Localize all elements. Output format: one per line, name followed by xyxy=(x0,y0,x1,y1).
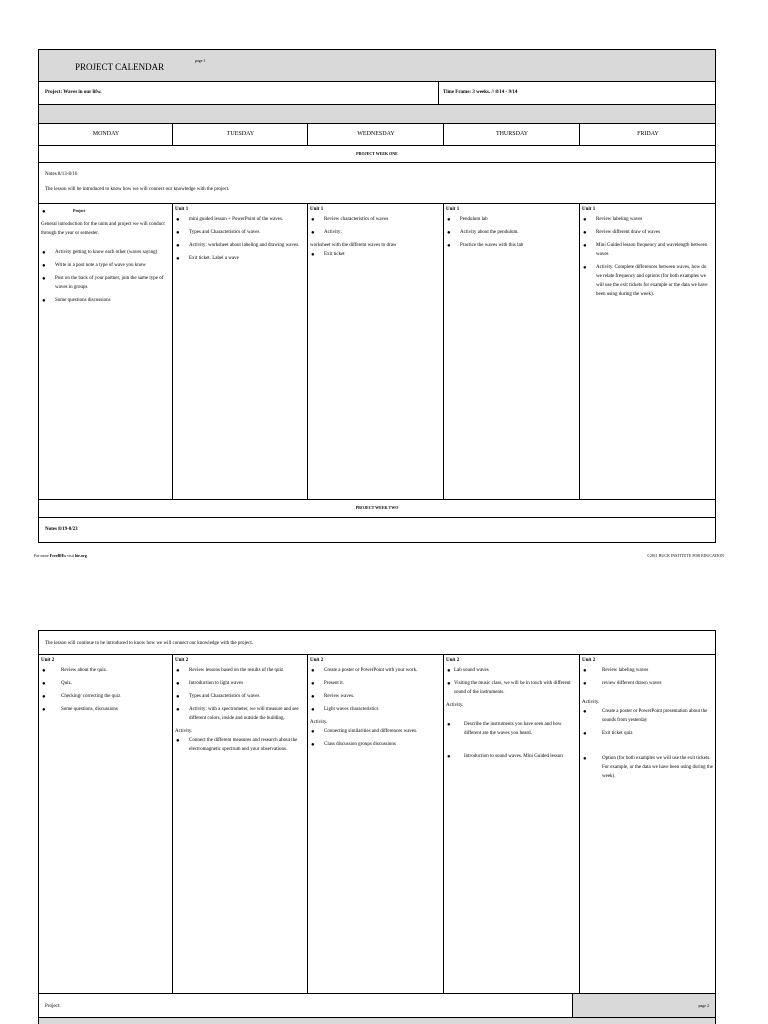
unit-label: Unit 2 xyxy=(446,658,460,663)
week-one-bar xyxy=(38,146,716,163)
list-item: ● Activity: xyxy=(310,228,441,237)
activity-label: Activity. xyxy=(446,703,464,708)
week1-friday-cell xyxy=(579,204,716,500)
unit-label: Unit 1 xyxy=(310,207,324,212)
list-item: ● Types and Characteristics of waves xyxy=(175,692,305,701)
activity-label: Activity. xyxy=(310,720,328,725)
week1-wednesday-cell xyxy=(307,204,444,500)
unit-label: Unit 1 xyxy=(446,207,460,212)
notes-date: Notes 8/19-8/23 xyxy=(45,527,78,532)
list-item: ● Activity: with a spectrometer, we will measure and see different colors, inside and outside the building. xyxy=(175,705,305,723)
day-monday: MONDAY xyxy=(92,131,120,137)
footer-link[interactable]: bie.org xyxy=(74,553,87,558)
project-name: Project: Waves in our lifw. xyxy=(45,90,102,95)
unit-label: Unit 2 xyxy=(175,658,189,663)
list-item: ● Lab sound waves xyxy=(446,666,577,675)
list-item: ● Introduction to sound waves. Mini Guided lesson xyxy=(446,752,577,761)
list-item: ● Create a poster or PowerPoint with your work. xyxy=(310,666,441,675)
list-item: ● Review labeling waves xyxy=(582,666,713,675)
page2-intro-row xyxy=(38,630,716,655)
unit-label: Unit 1 xyxy=(582,207,596,212)
week1-tuesday-cell xyxy=(172,204,308,500)
week-two-label: PROJECT WEEK TWO xyxy=(355,505,399,510)
list-item: ● Create a poster or PowerPoint presentation about the sounds from yesterday xyxy=(582,707,713,725)
list-item: ● Present it. xyxy=(310,679,441,688)
list-item: ● Review labeling waves xyxy=(582,215,713,224)
week2-friday-cell xyxy=(579,655,716,994)
page1-title-bar xyxy=(38,49,716,82)
week-one-label: PROJECT WEEK ONE xyxy=(356,151,398,156)
list-item: ● review different drawn waves xyxy=(582,679,713,688)
week2-wednesday-cell xyxy=(307,655,444,994)
week2-monday-cell xyxy=(38,655,173,994)
list-item: ● Review waves. xyxy=(310,692,441,701)
notes-intro: The lesson will continue to be introduced to know how we will connect our knowledge with the project. xyxy=(45,641,254,646)
list-item: ● Describe the instruments you have seen and how different are the waves you heard. xyxy=(446,720,577,738)
list-item: ● Checking/ correcting the quiz xyxy=(41,692,170,701)
page-number: page 2 xyxy=(698,1003,709,1008)
page2-page-box xyxy=(572,993,716,1018)
list-item: ● Light waves characteristics xyxy=(310,705,441,714)
list-item: ● Mini Guided lesson frequency and wavelength between waves xyxy=(582,241,713,259)
notes-week-two xyxy=(38,518,716,543)
days-header xyxy=(38,124,716,146)
list-item: ● Connecting similarities and differences waves. xyxy=(310,727,441,736)
day-wednesday: WEDNESDAY xyxy=(357,131,395,137)
list-item: ● Review characteristics of waves xyxy=(310,215,441,224)
list-item: ● Review lessons based on the results of the quiz xyxy=(175,666,305,675)
week2-thursday-cell xyxy=(443,655,580,994)
list-item: ● Some questions discussions xyxy=(41,296,170,305)
day-friday: FRIDAY xyxy=(637,131,659,137)
project-row xyxy=(38,82,716,105)
list-item: ● Option (for both examples we will use the exit tickets. For example, or the data we have been using during the week). xyxy=(582,754,713,781)
footer-left: For more FreeBIEs visit bie.org xyxy=(34,553,87,558)
notes-date: Notes 8/13-8/16 xyxy=(45,172,78,177)
week-two-bar xyxy=(38,500,716,518)
list-item: ● Post on the back of your partner, join the same type of waves in groups xyxy=(41,274,170,292)
list-item: ● Activity getting to know each other (waves saying) xyxy=(41,248,170,257)
monday-intro: General introduction for the units and project we will conduct through the year or semester. xyxy=(41,222,165,236)
list-item: ● Class discussion groups discussions xyxy=(310,740,441,749)
list-item: ● Review about the quiz. xyxy=(41,666,170,675)
list-item: ● Some questions, discussions xyxy=(41,705,170,714)
page2-bottom-bar xyxy=(38,1017,716,1024)
unit-label: Unit 2 xyxy=(582,658,596,663)
list-item: ● mini guided lesson + PowerPoint of the waves. xyxy=(175,215,305,224)
list-item: ● Practice the waves with this lab xyxy=(446,241,577,250)
notes-intro: The lesson will be introduced to know how we will connect our knowledge with the project. xyxy=(45,187,230,192)
unit-label: Unit 2 xyxy=(41,658,55,663)
list-item: ● Connect the different measures and research about the electromagnetic spectrum and your observations. xyxy=(175,736,305,754)
page2-project-row xyxy=(38,993,573,1018)
list-item: ● Write in a post note a type of wave you know xyxy=(41,261,170,270)
list-item: ● Exit ticket quiz xyxy=(582,729,713,738)
list-item: ● Activity. Complete differences between waves, how do we relate frequency and options (for both examples we will use the exit tickets for example or the data we have been using during the week). xyxy=(582,263,713,299)
list-item: ● Types and Characteristics of waves xyxy=(175,228,305,237)
activity-label: Activity. xyxy=(582,700,600,705)
list-item: ● Activity about the pendulum. xyxy=(446,228,577,237)
list-item: ● Pendulum lab xyxy=(446,215,577,224)
notes-week-one xyxy=(38,163,716,204)
page-number: page 1 xyxy=(195,58,206,63)
list-item: ● Introduction to light waves xyxy=(175,679,305,688)
activity-label: Activity. xyxy=(175,729,193,734)
week1-monday-cell xyxy=(38,204,173,500)
week1-thursday-cell xyxy=(443,204,580,500)
divider xyxy=(438,82,439,104)
week2-tuesday-cell xyxy=(172,655,308,994)
spacer-bar xyxy=(38,105,716,124)
list-item: ● Quiz. xyxy=(41,679,170,688)
wednesday-text: worksheet with the different waves to draw xyxy=(310,243,397,248)
list-item: ● Activity: worksheet about labeling and drawing waves. xyxy=(175,241,305,250)
unit-label: Unit 1 xyxy=(175,207,189,212)
day-tuesday: TUESDAY xyxy=(226,131,255,137)
unit-label: Unit 2 xyxy=(310,658,324,663)
page-title: PROJECT CALENDAR xyxy=(75,62,165,72)
list-item: ● Review different draw of waves xyxy=(582,228,713,237)
list-item: ● Visiting the music class, we will be in touch with different sound of the instruments. xyxy=(446,679,577,697)
day-thursday: THURSDAY xyxy=(495,131,529,137)
footer-right: ©2011 BUCK INSTITUTE FOR EDUCATION xyxy=(646,553,724,558)
time-frame: Time Frame: 3 weeks. // 8/14 - 9/14 xyxy=(443,90,518,95)
list-item: ● Exit ticket xyxy=(310,250,441,259)
list-item: ● Exit ticket. Label a wave xyxy=(175,254,305,263)
project-name: Project: xyxy=(45,1004,61,1009)
monday-head: Project xyxy=(73,208,86,213)
